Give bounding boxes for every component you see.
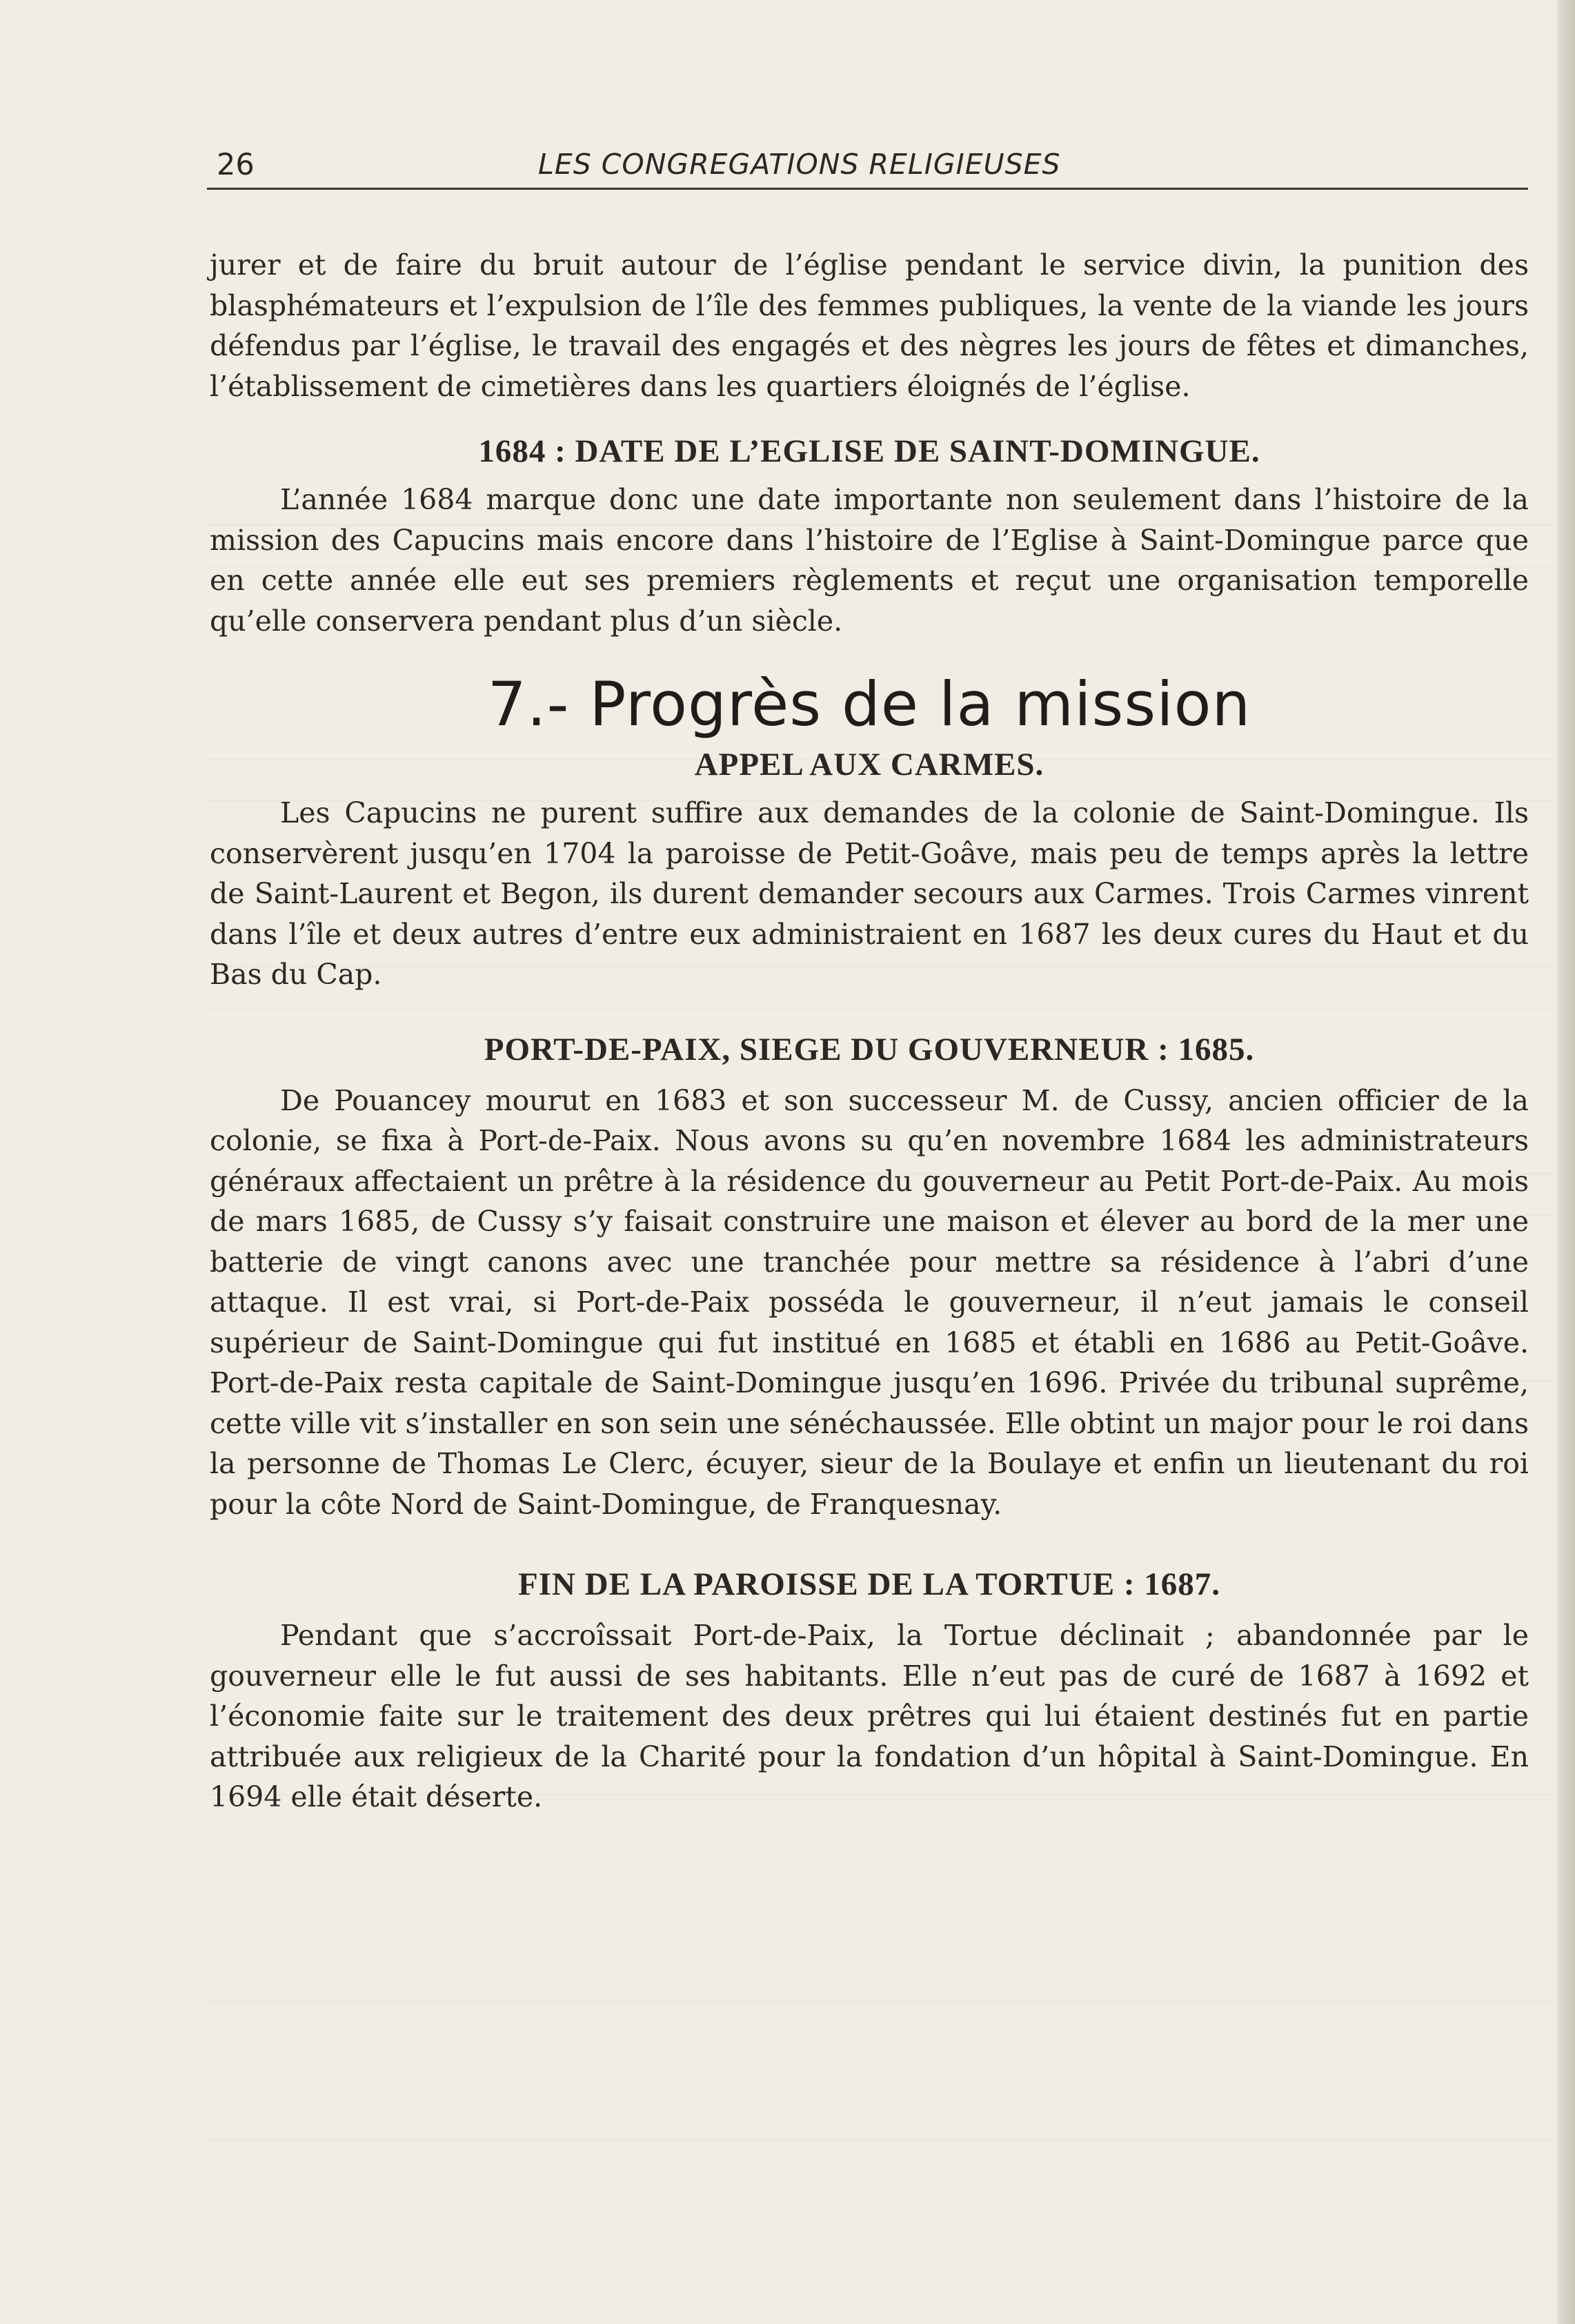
page-number: 26 (217, 148, 255, 182)
page-edge-shadow (1557, 0, 1575, 2324)
section-heading-carmes: APPEL AUX CARMES. (694, 747, 1044, 782)
paragraph-port-de-paix: De Pouancey mourut en 1683 et son successeur M. de Cussy, ancien officier de la colonie, se fixa à Port-de-Paix. Nous avons su qu’en novembre 1684 les administrateurs généraux affectaient un prêtre à la résidence du gouverneur au Petit Port-de-Paix. Au mois de mars 1685, de Cussy s’y faisait construire une maison et élever au bord de la mer une batterie de vingt canons avec une tranchée pour mettre sa résidence à l’abri d’une attaque. Il est vrai, si Port-de-Paix posséda le gouverneur, il n’eut jamais le conseil supérieur de Saint-Domingue qui fut institué en 1685 et établi en 1686 au Petit-Goâve. Port-de-Paix resta capitale de Saint-Domingue jusqu’en 1696. Privée du tribunal suprême, cette ville vit s’installer en son sein une sénéchaussée. Elle obtint un major pour le roi dans la personne de Thomas Le Clerc, écuyer, sieur de la Boulaye et enfin un lieutenant du roi pour la côte Nord de Saint-Domingue, de Franquesnay. (210, 1083, 1529, 1521)
bleed-through-line (207, 2139, 1552, 2140)
section-heading-1684: 1684 : DATE DE L’EGLISE DE SAINT-DOMINGUE. (478, 433, 1260, 469)
chapter-title: 7.- Progrès de la mission (487, 669, 1251, 740)
section-heading-tortue: FIN DE LA PAROISSE DE LA TORTUE : 1687. (517, 1566, 1221, 1602)
bleed-through-line (207, 2001, 1552, 2002)
paragraph-1684: L’année 1684 marque donc une date importante non seulement dans l’histoire de la mission des Capucins mais encore dans l’histoire de l’Eglise à Saint-Domingue parce que en cette année elle eut ses premiers règlements et reçut une organisation temporelle qu’elle conservera pendant plus d’un siècle. (210, 483, 1529, 638)
intro-paragraph: jurer et de faire du bruit autour de l’église pendant le service divin, la punition des blasphémateurs et l’expulsion de l’île des femmes publiques, la vente de la viande les jours défendus par l’église, le travail des engagés et des nègres les jours de fêtes et dimanches, l’établissement de cimetières dans les quartiers éloignés de l’église. (210, 248, 1529, 403)
page-header (207, 144, 1528, 190)
section-heading-port-de-paix: PORT-DE-PAIX, SIEGE DU GOUVERNEUR : 1685. (484, 1031, 1255, 1067)
paragraph-tortue: Pendant que s’accroîssait Port-de-Paix, la Tortue déclinait ; abandonnée par le gouverneur elle le fut aussi de ses habitants. Elle n’eut pas de curé de 1687 à 1692 et l’économie faite sur le traitement des deux prêtres qui lui étaient destinés fut en partie attribuée aux religieux de la Charité pour la fondation d’un hôpital à Saint-Domingue. En 1694 elle était déserte. (210, 1619, 1529, 1813)
page-body (210, 245, 1529, 1818)
paragraph-carmes: Les Capucins ne purent suffire aux demandes de la colonie de Saint-Domingue. Ils conservèrent jusqu’en 1704 la paroisse de Petit-Goâve, mais peu de temps après la lettre de Saint-Laurent et Begon, ils durent demander secours aux Carmes. Trois Carmes vinrent dans l’île et deux autres d’entre eux administraient en 1687 les deux cures du Haut et du Bas du Cap. (210, 796, 1529, 991)
running-title: LES CONGREGATIONS RELIGIEUSES (538, 148, 1061, 181)
